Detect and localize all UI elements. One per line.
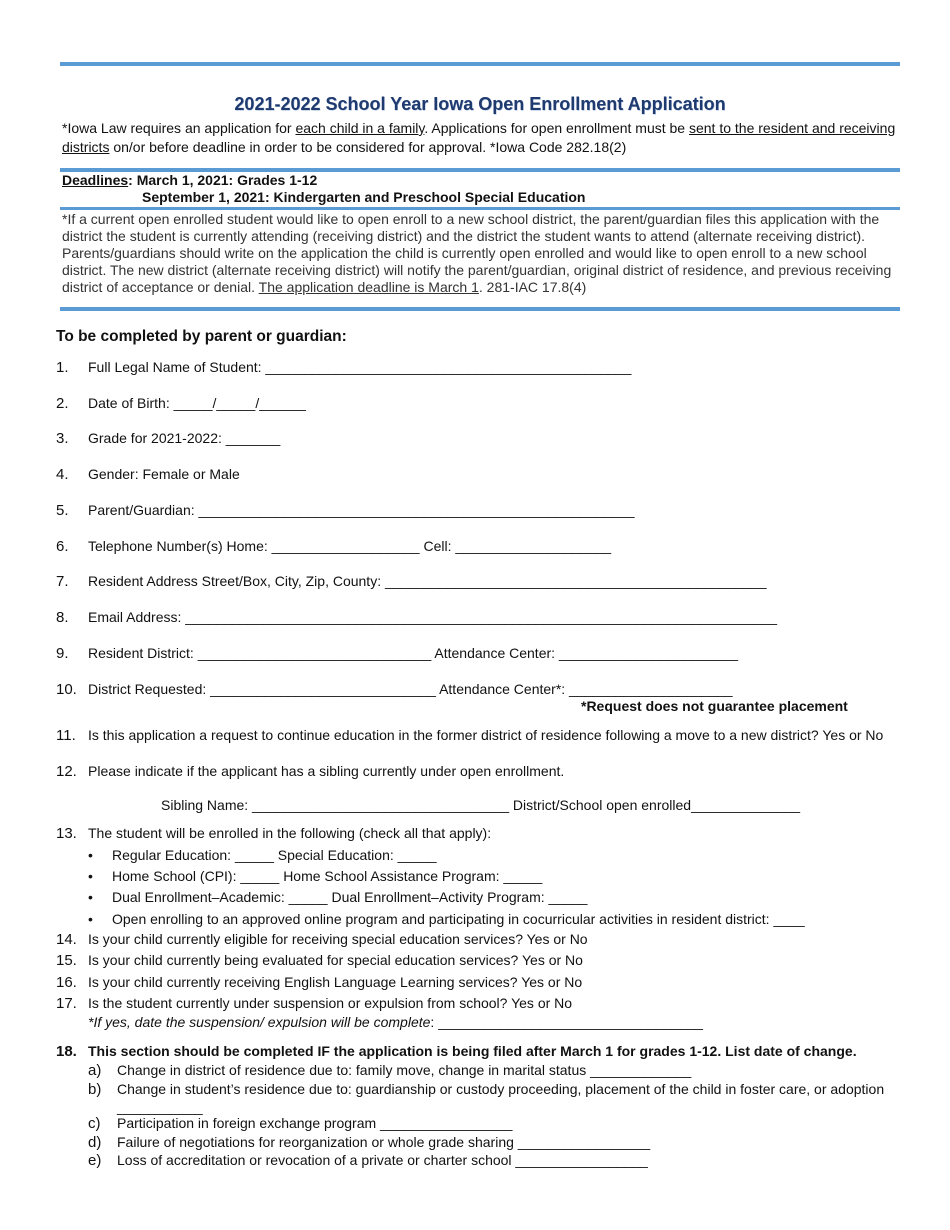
intro-paragraph [62,119,902,157]
item-11-continue-education[interactable]: 11. Is this application a request to continue education in the former district of residence following a move to a new district? Yes or No [56,727,884,744]
intro-underline-1: each child in a family [295,120,425,136]
top-rule [60,62,900,66]
change-c-foreign-exchange[interactable]: c) Participation in foreign exchange program _________________ [88,1115,513,1132]
change-b-blank[interactable]: ___________ [117,1099,203,1115]
intro-underline-2: sent to the resident and receiving districts [62,120,896,155]
item-3-grade[interactable]: 3. Grade for 2021-2022: _______ [56,430,281,447]
deadlines-block [62,172,902,206]
change-a-district-residence[interactable]: a) Change in district of residence due to: family move, change in marital status _____________ [88,1062,692,1079]
item-13-enrollment-type: 13. The student will be enrolled in the following (check all that apply): [56,825,492,842]
item-8-email[interactable]: 8. Email Address: ____________________________________________________________________________ [56,609,778,626]
item-2-date-of-birth[interactable]: 2. Date of Birth: _____/_____/______ [56,395,306,412]
item-10-district-requested[interactable]: 10. District Requested: _____________________________ Attendance Center*: _____________________ [56,681,733,698]
intro-text-1: *Iowa Law requires an application for [62,120,296,136]
bullet-home-school[interactable]: • Home School (CPI): _____ Home School Assistance Program: _____ [88,868,543,884]
section-heading: To be completed by parent or guardian: [56,328,347,345]
intro-text-3: on/or before deadline in order to be considered for approval. *Iowa Code 282.18(2) [109,139,627,155]
sibling-line[interactable]: Sibling Name: _________________________________ District/School open enrolled______________ [161,797,801,813]
item-18-change-section: 18. This section should be completed IF the application is being filed after March 1 for grades 1-12. List date of change. [56,1043,857,1060]
intro-text-2: . Applications for open enrollment must be [424,120,689,136]
deadlines-label: Deadlines [62,172,129,188]
open-enroll-note [62,211,902,296]
item-12-sibling[interactable]: 12. Please indicate if the applicant has a sibling currently under open enrollment. [56,763,565,780]
note-bottom-rule [60,307,900,311]
item-6-telephone[interactable]: 6. Telephone Number(s) Home: ___________________ Cell: ____________________ [56,538,612,555]
note-text: *If a current open enrolled student would like to open enroll to a new school district, the parent/guardian files this application with the district the student is currently attending (receiving district) and the district the student wants to attend (alternate receiving district). Parents/guardians should write on the application the child is currently open enrolled and would like to open enroll to a new school district. The new district (alternate receiving district) will notify the parent/guardian, original district of residence, and previous receiving district of acceptance or denial. [62,211,892,295]
item-4-gender[interactable]: 4. Gender: Female or Male [56,466,240,483]
suspension-blank: : __________________________________ [430,1014,703,1030]
deadline-kindergarten: September 1, 2021: Kindergarten and Preschool Special Education [142,189,586,205]
bullet-online-program[interactable]: • Open enrolling to an approved online program and participating in cocurricular activities in resident district: ____ [88,911,805,927]
item-5-parent-guardian[interactable]: 5. Parent/Guardian: ________________________________________________________ [56,502,635,519]
note-underlined: The application deadline is March 1 [258,279,479,295]
note-tail: . 281-IAC 17.8(4) [478,279,587,295]
suspension-prompt: *If yes, date the suspension/ expulsion will be complete [88,1014,431,1030]
item-17-suspension[interactable]: 17. Is the student currently under suspension or expulsion from school? Yes or No [56,995,573,1012]
change-b-student-residence[interactable]: b) Change in student’s residence due to: guardianship or custody proceeding, placement of the child in foster care, or adoption [88,1081,885,1098]
bullet-dual-enrollment[interactable]: • Dual Enrollment–Academic: _____ Dual Enrollment–Activity Program: _____ [88,889,588,905]
item-7-resident-address[interactable]: 7. Resident Address Street/Box, City, Zip, County: _________________________________________________ [56,573,767,590]
item-14-special-education-eligible[interactable]: 14. Is your child currently eligible for receiving special education services? Yes or No [56,931,588,948]
item-15-special-education-evaluated[interactable]: 15. Is your child currently being evaluated for special education services? Yes or No [56,952,583,969]
deadline-grades: : March 1, 2021: Grades 1-12 [128,172,318,188]
change-d-reorganization[interactable]: d) Failure of negotiations for reorganization or whole grade sharing _________________ [88,1134,651,1151]
bullet-regular-special-education[interactable]: • Regular Education: _____ Special Education: _____ [88,847,437,863]
change-e-accreditation-loss[interactable]: e) Loss of accreditation or revocation of a private or charter school _________________ [88,1152,648,1169]
item-9-resident-district[interactable]: 9. Resident District: ______________________________ Attendance Center: _______________________ [56,645,739,662]
item-16-english-language-learning[interactable]: 16. Is your child currently receiving English Language Learning services? Yes or No [56,974,583,991]
form-title: 2021-2022 School Year Iowa Open Enrollment Application [234,94,726,114]
deadlines-bottom-rule [60,207,900,210]
suspension-date-line[interactable] [88,1013,703,1031]
item-1-student-name[interactable]: 1. Full Legal Name of Student: _______________________________________________ [56,359,632,376]
placement-note: *Request does not guarantee placement [581,698,848,714]
